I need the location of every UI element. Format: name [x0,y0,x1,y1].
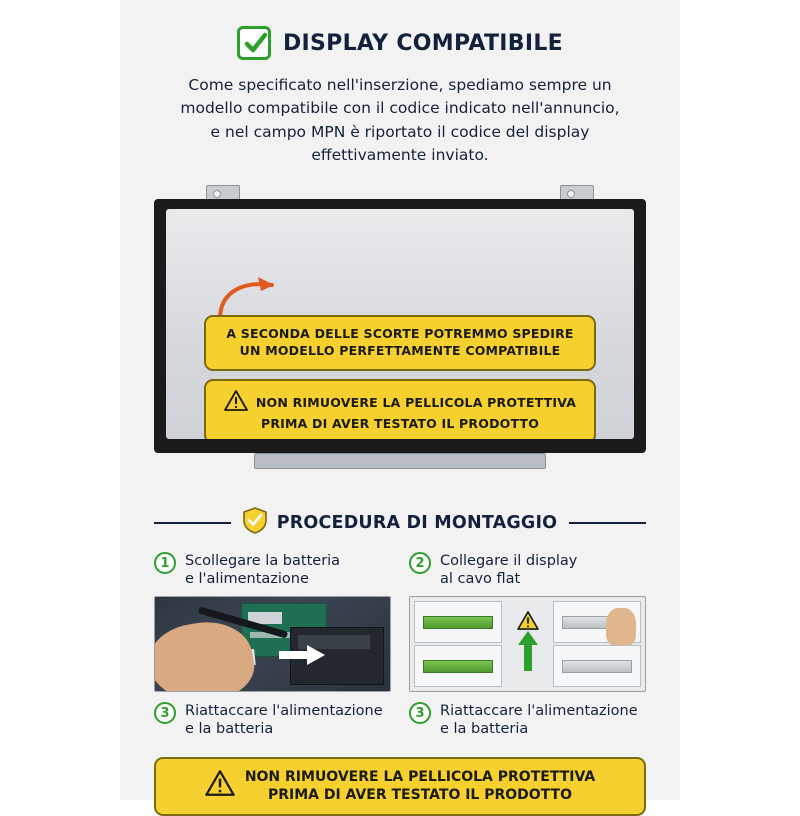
shield-icon [243,507,267,538]
step-number-4: 3 [409,702,431,724]
step-text-2 [440,552,577,588]
callout-protective-film [204,379,596,439]
callout-film-line-2: PRIMA DI AVER TESTATO IL PRODOTTO [214,416,586,433]
flat-cable-photo [409,596,646,692]
panel-screen [166,209,634,439]
steps-grid [154,552,646,747]
step-number-2: 2 [409,552,431,574]
white-arrow-icon [279,645,325,669]
divider-left [154,522,231,524]
step-item-1 [154,552,391,588]
panel-bezel [154,199,646,453]
callout-film-line-1: NON RIMUOVERE LA PELLICOLA PROTETTIVA [256,395,576,412]
check-square-icon [237,26,271,60]
finger-shape [606,608,636,646]
intro-paragraph [154,74,646,167]
callout-compatible-line-1: A SECONDA DELLE SCORTE POTREMMO SPEDIRE [214,326,586,343]
warning-triangle-icon-footer [205,770,235,802]
step-item-3 [154,702,391,738]
flat-connector-green [423,616,493,629]
step-item-2 [409,552,646,588]
connector-cell-bottom-left [414,645,502,687]
divider-right [569,522,646,524]
header [120,0,680,60]
step-text-1 [185,552,340,588]
step-item-4 [409,702,646,738]
connector-cell-top-right [553,601,641,643]
connector-cell-top-left [414,601,502,643]
flat-connector-green-2 [423,660,493,673]
step-3-line-2: e la batteria [185,721,273,737]
step-2-line-1: Collegare il display [440,553,577,569]
step-text-4 [440,702,638,738]
footer-line-2: PRIMA DI AVER TESTATO IL PRODOTTO [268,787,572,803]
intro-line-4: effettivamente inviato. [154,144,646,167]
display-panel-illustration [154,185,646,485]
footer-warning-banner [154,757,646,816]
step-4-line-1: Riattaccare l'alimentazione [440,703,638,719]
panel-foot-strip [254,453,546,469]
section-title: PROCEDURA DI MONTAGGIO [277,513,558,533]
step-text-3 [185,702,383,738]
step-4-line-2: e la batteria [440,721,528,737]
page-title: DISPLAY COMPATIBILE [283,31,563,56]
step-2-line-2: al cavo flat [440,571,520,587]
step-1-line-2: e l'alimentazione [185,571,309,587]
callout-compatible-line-2: UN MODELLO PERFETTAMENTE COMPATIBILE [214,343,586,360]
step-3-line-1: Riattaccare l'alimentazione [185,703,383,719]
intro-line-1: Come specificato nell'inserzione, spediamo sempre un [154,74,646,97]
infographic-sheet [120,0,680,800]
laptop-internals-photo [154,596,391,692]
footer-line-1: NON RIMUOVERE LA PELLICOLA PROTETTIVA [245,769,595,785]
step-1-line-1: Scollegare la batteria [185,553,340,569]
section-header-montaggio [154,507,646,538]
flat-connector-grey-2 [562,660,632,673]
warning-triangle-icon [224,390,248,416]
intro-line-3: e nel campo MPN è riportato il codice del display [154,121,646,144]
step-number-1: 1 [154,552,176,574]
step-number-3: 3 [154,702,176,724]
callout-compatible-model [204,315,596,371]
intro-line-2: modello compatibile con il codice indicato nell'annuncio, [154,97,646,120]
connector-cell-bottom-right [553,645,641,687]
green-up-arrow-icon [518,631,538,675]
